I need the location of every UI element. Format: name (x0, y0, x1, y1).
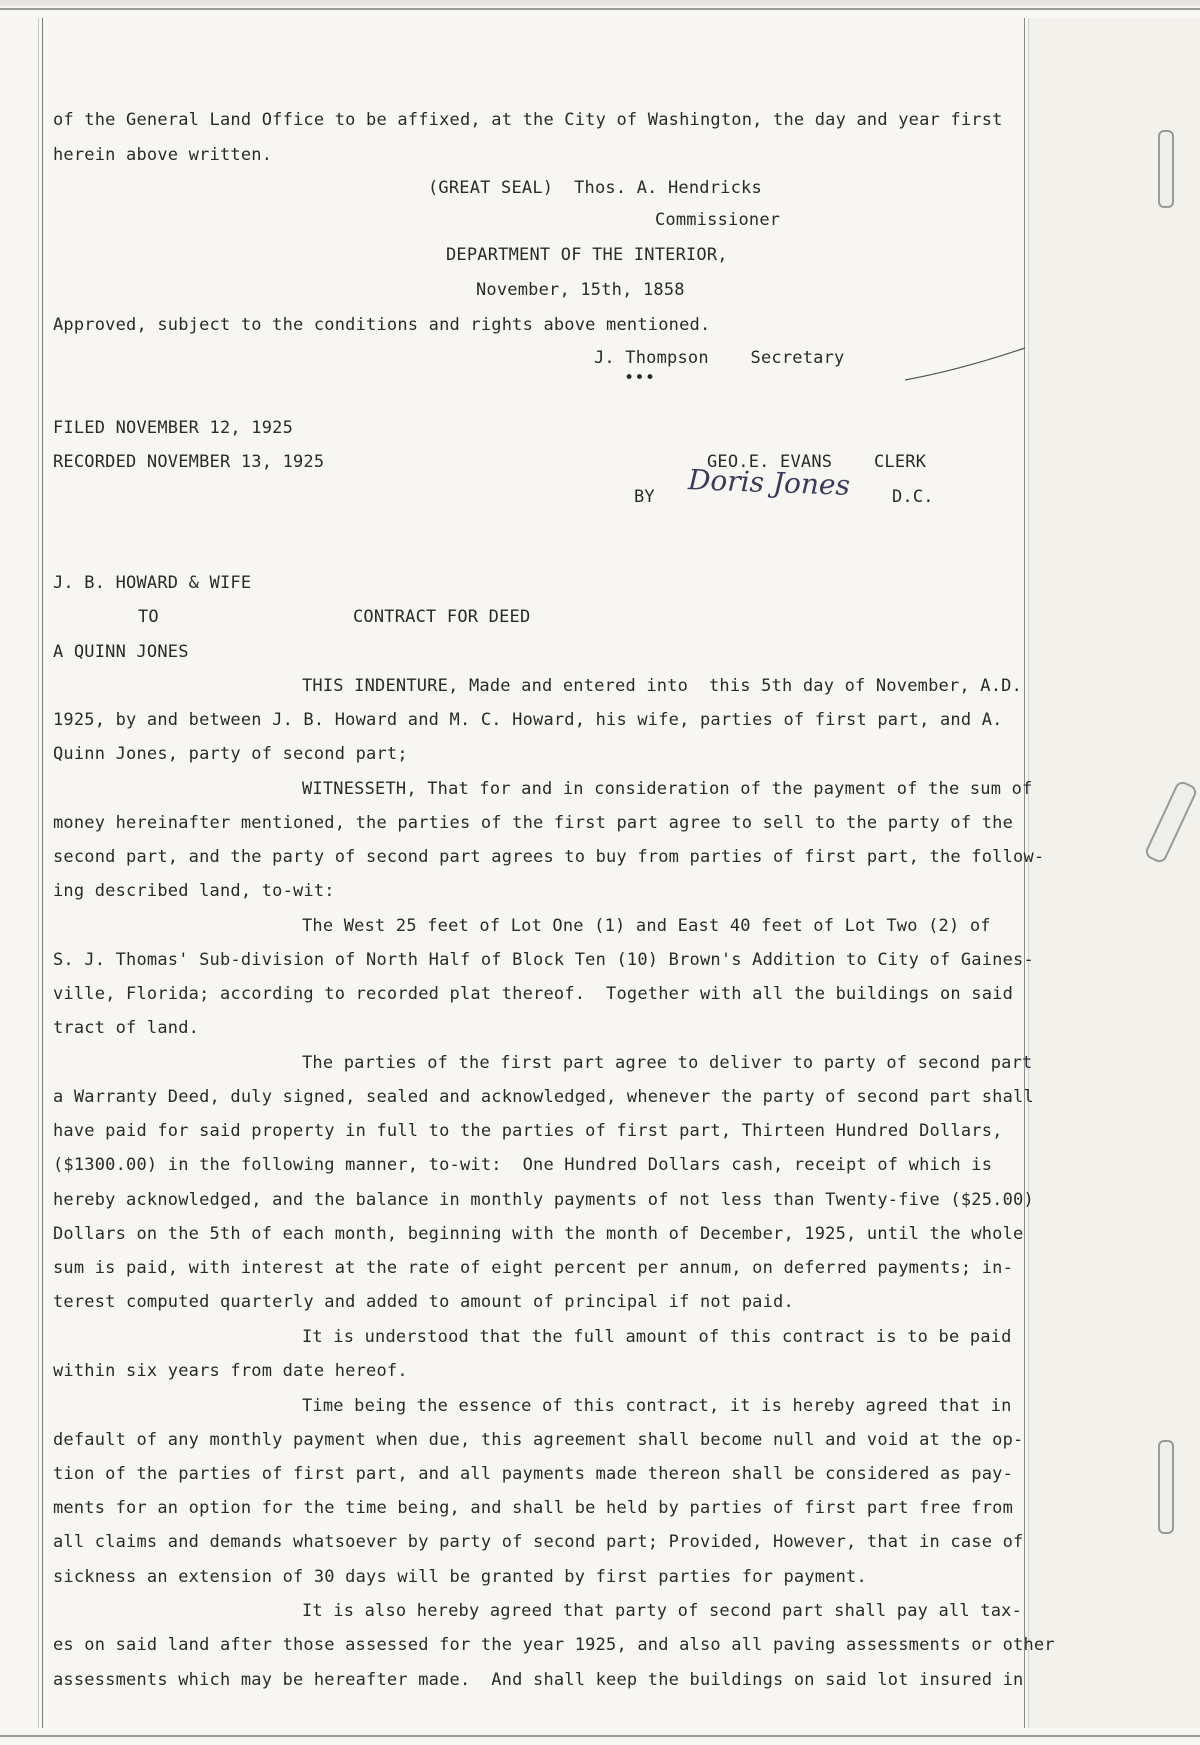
body-line: WITNESSETH, That for and in consideration of the payment of the sum of (302, 779, 1033, 799)
to-label: TO (138, 607, 159, 627)
body-line: It is understood that the full amount of this contract is to be paid (302, 1327, 1012, 1347)
department-heading: DEPARTMENT OF THE INTERIOR, (446, 245, 728, 265)
body-line: ville, Florida; according to recorded plat thereof. Together with all the buildings on said (53, 984, 1014, 1004)
recorded-line: RECORDED NOVEMBER 13, 1925 (53, 452, 325, 472)
top-border-line (0, 8, 1200, 10)
body-line: terest computed quarterly and added to amount of principal if not paid. (53, 1292, 794, 1312)
body-line: Time being the essence of this contract, it is hereby agreed that in (302, 1396, 1012, 1416)
grantor-line: J. B. HOWARD & WIFE (53, 573, 252, 593)
body-line: within six years from date hereof. (53, 1361, 408, 1381)
left-margin-line-outer (38, 18, 39, 1728)
bottom-border-line (0, 1735, 1200, 1737)
dc-label: D.C. (892, 487, 934, 507)
clerk-line: GEO.E. EVANS CLERK (707, 452, 927, 472)
body-line: ing described land, to-wit: (53, 881, 335, 901)
secretary-line: J. Thompson Secretary (594, 348, 845, 368)
body-line: tion of the parties of first part, and all payments made thereon shall be considered as pay- (53, 1464, 1014, 1484)
binding-clip-bottom (1158, 1440, 1174, 1534)
body-line: Quinn Jones, party of second part; (53, 744, 408, 764)
right-margin-line (1024, 18, 1025, 1728)
body-line: sum is paid, with interest at the rate of eight percent per annum, on deferred payments; in- (53, 1258, 1014, 1278)
body-line: The parties of the first part agree to deliver to party of second part (302, 1053, 1033, 1073)
ellipsis-mark: ••• (624, 368, 656, 388)
body-line: S. J. Thomas' Sub-division of North Half of Block Ten (10) Brown's Addition to City of Gaines- (53, 950, 1034, 970)
body-line: tract of land. (53, 1018, 200, 1038)
body-line: 1925, by and between J. B. Howard and M. C. Howard, his wife, parties of first part, and A. (53, 710, 1003, 730)
body-line: second part, and the party of second part agrees to buy from parties of first part, the follow- (53, 847, 1045, 867)
binding-clip-top (1158, 130, 1174, 208)
seal-commissioner-line: (GREAT SEAL) Thos. A. Hendricks (428, 178, 762, 198)
body-line: default of any monthly payment when due, this agreement shall become null and void at the op- (53, 1430, 1024, 1450)
text-line: herein above written. (53, 145, 273, 165)
body-line: ments for an option for the time being, and shall be held by parties of first part free from (53, 1498, 1014, 1518)
body-line: a Warranty Deed, duly signed, sealed and acknowledged, whenever the party of second part shall (53, 1087, 1034, 1107)
document-title: CONTRACT FOR DEED (353, 607, 531, 627)
commissioner-title: Commissioner (655, 210, 781, 230)
body-line: ($1300.00) in the following manner, to-wit: One Hundred Dollars cash, receipt of which is (53, 1155, 993, 1175)
body-line: The West 25 feet of Lot One (1) and East 40 feet of Lot Two (2) of (302, 916, 991, 936)
body-line: It is also hereby agreed that party of second part shall pay all tax- (302, 1601, 1023, 1621)
body-line: es on said land after those assessed for the year 1925, and also all paving assessments or other (53, 1635, 1055, 1655)
body-line: Dollars on the 5th of each month, beginning with the month of December, 1925, until the whole (53, 1224, 1024, 1244)
left-margin-line (42, 18, 43, 1728)
flourish-stroke (900, 340, 1030, 390)
approval-line: Approved, subject to the conditions and rights above mentioned. (53, 315, 711, 335)
body-line: assessments which may be hereafter made. And shall keep the buildings on said lot insured in (53, 1670, 1024, 1690)
body-line: money hereinafter mentioned, the parties of the first part agree to sell to the party of the (53, 813, 1014, 833)
top-edge (0, 0, 1200, 6)
body-line: all claims and demands whatsoever by party of second part; Provided, However, that in case of (53, 1532, 1024, 1552)
grantee-line: A QUINN JONES (53, 642, 189, 662)
filed-line: FILED NOVEMBER 12, 1925 (53, 418, 294, 438)
handwritten-signature: Doris Jones (687, 463, 851, 502)
by-label: BY (634, 487, 655, 507)
body-line: THIS INDENTURE, Made and entered into this 5th day of November, A.D. (302, 676, 1023, 696)
date-line: November, 15th, 1858 (476, 280, 685, 300)
body-line: sickness an extension of 30 days will be granted by first parties for payment. (53, 1567, 867, 1587)
body-line: have paid for said property in full to the parties of first part, Thirteen Hundred Dollars, (53, 1121, 1003, 1141)
text-line: of the General Land Office to be affixed, at the City of Washington, the day and year first (53, 110, 1003, 130)
body-line: hereby acknowledged, and the balance in monthly payments of not less than Twenty-five ($25.00) (53, 1190, 1034, 1210)
binding-margin (1029, 18, 1200, 1728)
